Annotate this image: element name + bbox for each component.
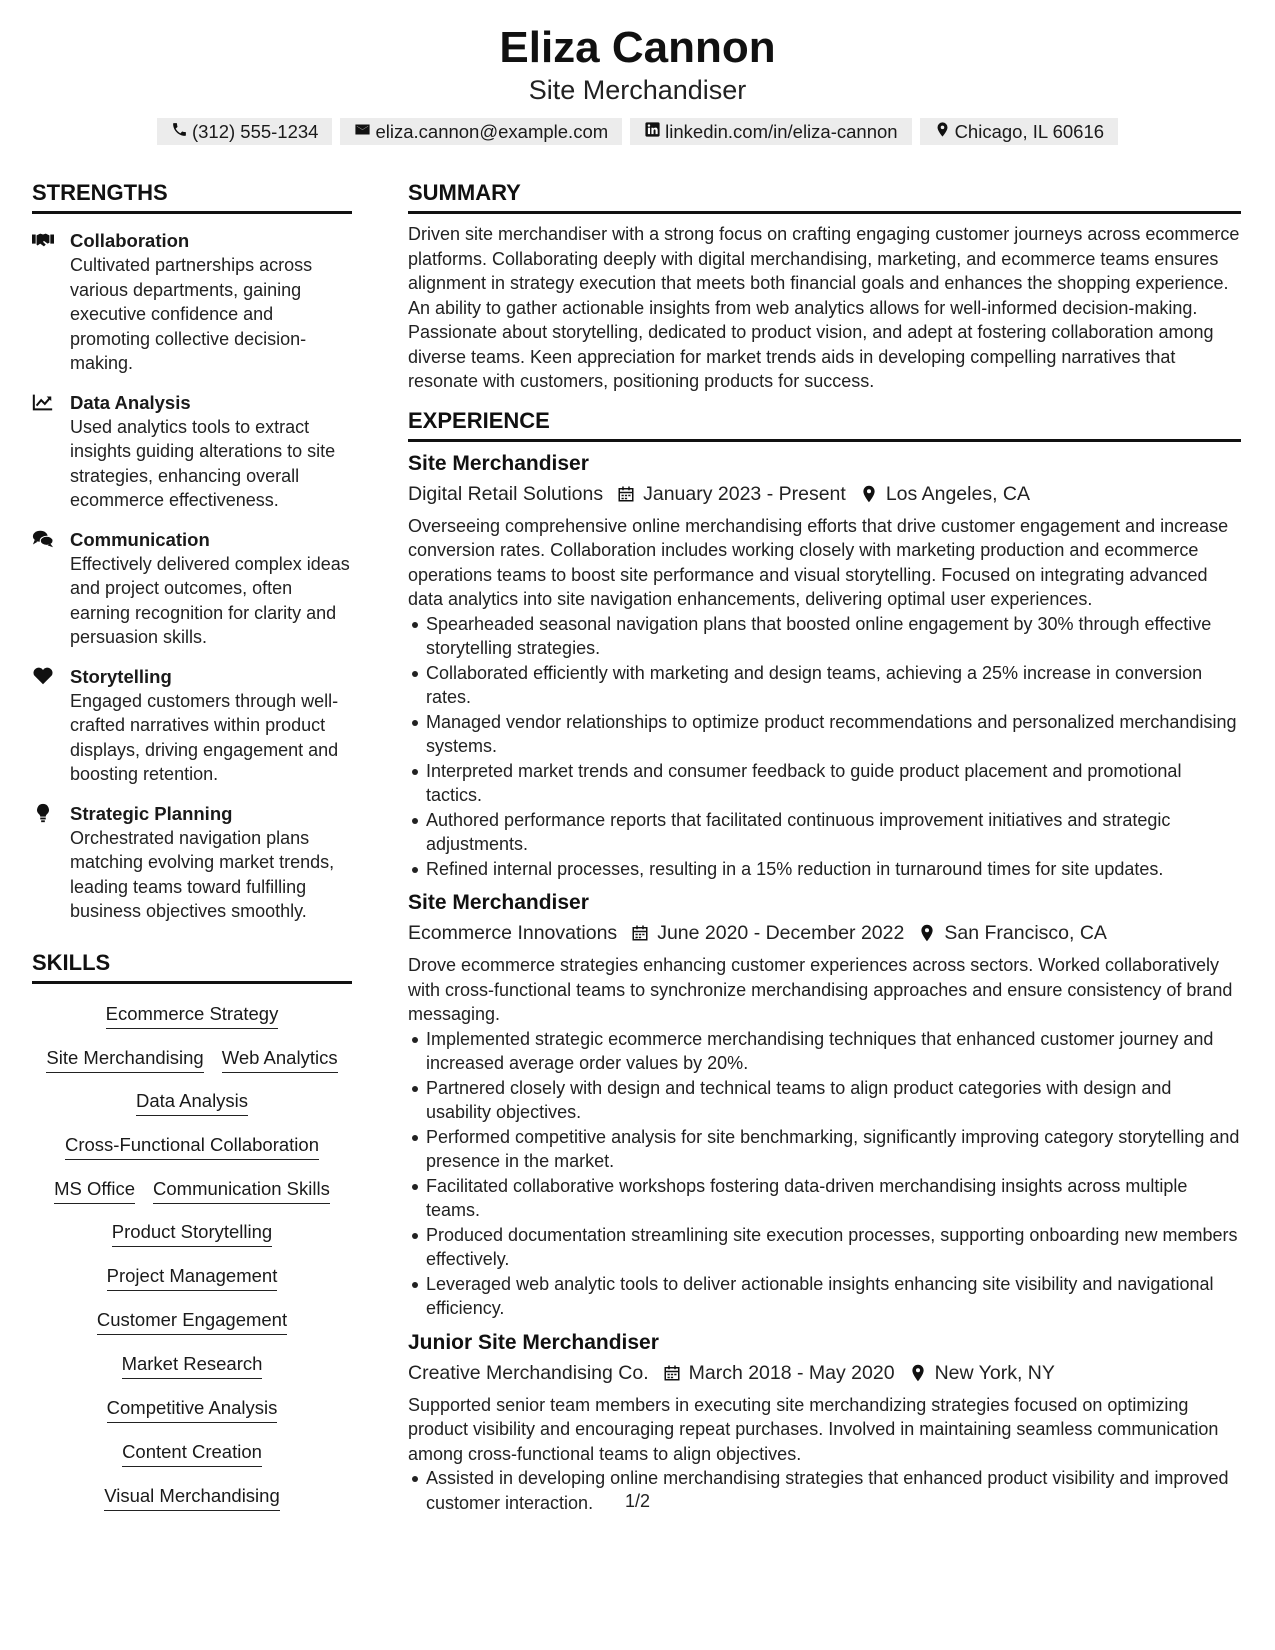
skill-tag: Visual Merchandising <box>36 1483 348 1512</box>
strength-item <box>32 527 352 650</box>
strength-desc: Engaged customers through well-crafted narratives within product displays, driving engagement and boosting retention. <box>70 690 339 784</box>
left-column <box>32 180 352 1512</box>
skill-tag: Competitive Analysis <box>36 1395 348 1424</box>
bullet-item: Authored performance reports that facilitated continuous improvement initiatives and strategic adjustments. <box>426 808 1241 857</box>
envelope-icon <box>354 118 371 145</box>
strength-item <box>32 390 352 513</box>
job-title: Site Merchandiser <box>408 891 589 914</box>
skill-tag: Web Analytics <box>222 1045 338 1073</box>
candidate-name: Eliza Cannon <box>499 23 776 72</box>
job-location: San Francisco, CA <box>944 922 1107 944</box>
bullet-item: Collaborated efficiently with marketing and design teams, achieving a 25% increase in conversion rates. <box>426 661 1241 710</box>
phone-icon <box>171 118 188 145</box>
strength-item <box>32 664 352 787</box>
skills-section <box>32 950 352 1512</box>
job-meta <box>408 479 1241 509</box>
skill-tag: Project Management <box>36 1263 348 1292</box>
job-description: Drove ecommerce strategies enhancing customer experiences across sectors. Worked collaboratively with cross-functional teams to synchronize merchandising approaches and ensure consistency of brand messaging. <box>408 955 1233 1024</box>
contact-email-text: eliza.cannon@example.com <box>375 121 609 142</box>
resume-header <box>0 22 1275 145</box>
bullet-item: Produced documentation streamlining site execution processes, supporting onboarding new members effectively. <box>426 1223 1241 1272</box>
job-description: Supported senior team members in executing site merchandizing strategies focused on optimizing product visibility and encouraging repeat purchases. Involved in maintaining seamless communication among cross-functional teams to align objectives. <box>408 1394 1219 1464</box>
bullet-item: Facilitated collaborative workshops fostering data-driven merchandising insights across multiple teams. <box>426 1174 1241 1223</box>
strength-desc: Effectively delivered complex ideas and project outcomes, often earning recognition for clarity and persuasion skills. <box>70 553 350 647</box>
linkedin-icon <box>644 118 661 145</box>
contact-phone[interactable] <box>157 118 333 145</box>
strength-name: Communication <box>70 528 210 550</box>
summary-section <box>408 180 1241 394</box>
strength-name: Storytelling <box>70 665 172 687</box>
strengths-section <box>32 180 352 924</box>
experience-heading: EXPERIENCE <box>408 408 1241 442</box>
page-number: 1/2 <box>624 1491 651 1511</box>
job-title: Site Merchandiser <box>408 451 589 475</box>
bullet-item: Refined internal processes, resulting in a 15% reduction in turnaround times for site updates. <box>426 857 1241 882</box>
job-dates: January 2023 - Present <box>643 482 846 505</box>
job-meta <box>408 918 1241 948</box>
strength-desc: Used analytics tools to extract insights guiding alterations to site strategies, enhancing overall ecommerce effectiveness. <box>70 416 336 510</box>
skill-tag: Customer Engagement <box>36 1307 348 1336</box>
job-entry <box>408 889 1241 1321</box>
job-company: Creative Merchandising Co. <box>408 1361 649 1384</box>
job-title: Junior Site Merchandiser <box>408 1330 659 1354</box>
skill-tag: Site Merchandising <box>46 1045 203 1073</box>
calendar-icon <box>663 1364 681 1382</box>
job-meta <box>408 1358 1241 1388</box>
calendar-icon <box>631 924 649 942</box>
job-location: Los Angeles, CA <box>885 482 1030 505</box>
contact-location[interactable] <box>920 118 1118 145</box>
contact-bar <box>0 118 1275 145</box>
skill-tag: Communication Skills <box>153 1176 330 1204</box>
chart-line-icon <box>32 392 54 412</box>
job-entry <box>408 1329 1241 1516</box>
strength-name: Strategic Planning <box>70 802 233 824</box>
calendar-icon <box>617 485 635 503</box>
strength-name: Data Analysis <box>70 391 191 413</box>
contact-location-text: Chicago, IL 60616 <box>954 121 1105 142</box>
bullet-item: Managed vendor relationships to optimize product recommendations and personalized merchandising systems. <box>426 710 1241 759</box>
bullet-item: Spearheaded seasonal navigation plans that boosted online engagement by 30% through effective storytelling strategies. <box>426 612 1241 661</box>
job-company: Ecommerce Innovations <box>408 922 618 944</box>
map-pin-icon <box>909 1364 927 1382</box>
skill-tag: Market Research <box>36 1351 348 1380</box>
skills-list <box>32 1001 352 1512</box>
bullet-item: Performed competitive analysis for site benchmarking, significantly improving category storytelling and presence in the market. <box>426 1125 1241 1174</box>
skill-tag: MS Office <box>54 1176 135 1204</box>
map-pin-icon <box>860 485 878 503</box>
bullet-item: Leveraged web analytic tools to deliver actionable insights enhancing site visibility and navigational efficiency. <box>426 1272 1241 1321</box>
lightbulb-icon <box>32 803 54 823</box>
skill-tag: Ecommerce Strategy <box>36 1001 348 1030</box>
job-entry <box>408 450 1241 882</box>
bullet-item: Partnered closely with design and technical teams to align product categories with design and usability objectives. <box>426 1076 1241 1125</box>
skill-tag: Cross-Functional Collaboration <box>36 1132 348 1161</box>
map-pin-icon <box>918 924 936 942</box>
comments-icon <box>32 529 54 549</box>
strength-item <box>32 228 352 376</box>
handshake-icon <box>32 230 54 250</box>
job-bullets <box>408 612 1241 882</box>
strengths-heading: STRENGTHS <box>32 180 352 214</box>
bullet-item: Interpreted market trends and consumer feedback to guide product placement and promotional tactics. <box>426 759 1241 808</box>
contact-email[interactable] <box>340 118 622 145</box>
summary-text: Driven site merchandiser with a strong focus on crafting engaging customer journeys across ecommerce platforms. Collaborating deeply with digital merchandising, marketing, and ecommerce teams ensures alignment in strategy execution that meets both financial goals and enhances the shopping experience. An ability to gather actionable insights from web analytics allows for well-informed decision-making. Passionate about storytelling, dedicated to product vision, and adept at fostering collaboration among diverse teams. Keen appreciation for market trends aids in developing compelling narratives that resonate with customers, positioning products for success. <box>408 224 1240 391</box>
skill-tag: Content Creation <box>36 1439 348 1468</box>
strength-desc: Orchestrated navigation plans matching evolving market trends, leading teams toward fulfilling business objectives smoothly. <box>70 827 335 921</box>
job-company: Digital Retail Solutions <box>408 482 604 505</box>
contact-linkedin[interactable] <box>630 118 911 145</box>
summary-heading: SUMMARY <box>408 180 1241 214</box>
bullet-item: Implemented strategic ecommerce merchandising techniques that enhanced customer journey and increased average order values by 20%. <box>426 1027 1241 1076</box>
job-dates: June 2020 - December 2022 <box>657 922 905 944</box>
skill-tag: Data Analysis <box>36 1088 348 1117</box>
job-location: New York, NY <box>934 1361 1055 1384</box>
bullet-item: Assisted in developing online merchandising strategies that enhanced product visibility and improved customer interaction. <box>426 1466 1241 1515</box>
strength-item <box>32 801 352 924</box>
candidate-title: Site Merchandiser <box>528 75 747 105</box>
skill-tag: Product Storytelling <box>36 1219 348 1248</box>
strength-name: Collaboration <box>70 230 190 251</box>
contact-phone-text: (312) 555-1234 <box>191 121 319 142</box>
job-bullets <box>408 1027 1241 1321</box>
job-description: Overseeing comprehensive online merchandising efforts that drive customer engagement and increase conversion rates. Collaboration includes working closely with marketing production and ecommerce operations teams to boost site performance and visual storytelling. Focused on integrating advanced data analytics into site navigation enhancements, delivering optimal user experiences. <box>408 515 1229 609</box>
map-pin-icon <box>934 118 951 145</box>
skills-heading: SKILLS <box>32 950 352 984</box>
strength-desc: Cultivated partnerships across various departments, gaining executive confidence and promoting collective decision-making. <box>70 255 313 373</box>
job-dates: March 2018 - May 2020 <box>688 1361 895 1384</box>
experience-section <box>408 408 1241 1516</box>
contact-linkedin-text: linkedin.com/in/eliza-cannon <box>665 121 898 142</box>
right-column <box>408 180 1241 1515</box>
heart-icon <box>32 666 54 686</box>
